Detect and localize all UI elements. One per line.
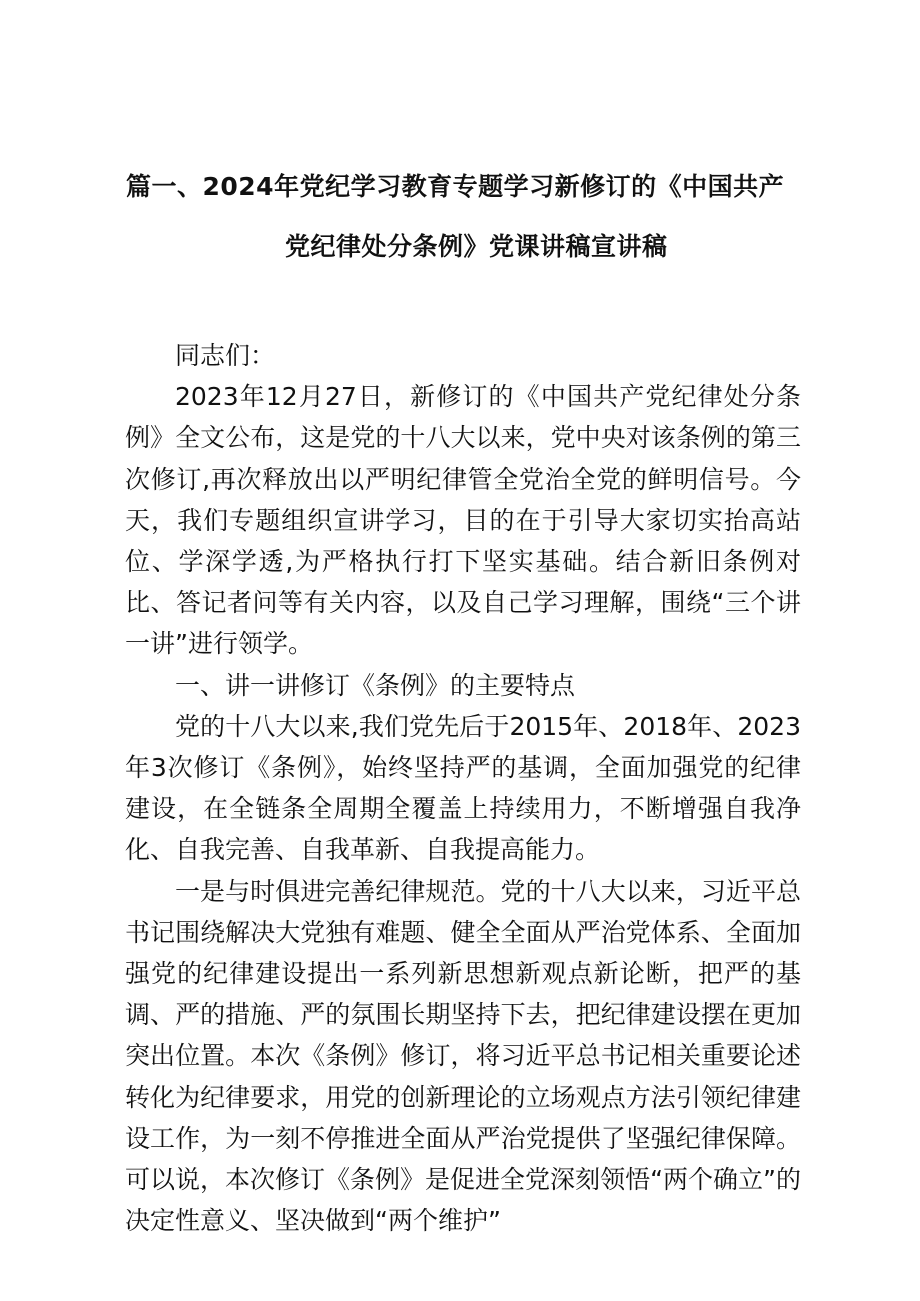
paragraph-revisions: 党的十八大以来,我们党先后于2015年、2018年、2023年3次修订《条例》，始终坚持严的基调，全面加强党的纪律建设，在全链条全周期全覆盖上持续用力，不断增强自我净化、自我完善、自我革新、自我提高能力。 [125, 711, 801, 865]
salutation: 同志们： [175, 341, 276, 370]
section-heading-1: 一、讲一讲修订《条例》的主要特点 [175, 670, 576, 700]
paragraph-intro: 2023年12月27日，新修订的《中国共产党纪律处分条例》全文公布，这是党的十八大以来，党中央对该条例的第三次修订,再次释放出以严明纪律管全党治全党的鲜明信号。今天，我们专题组织宣讲学习，目的在于引导大家切实抬高站位、学深学透,为严格执行打下坚实基础。结合新旧条例对比、答记者问等有关内容，以及自己学习理解，围绕“三个讲一讲”进行领学。 [125, 382, 801, 659]
document-title-line-2: 党纪律处分条例》党课讲稿宣讲稿 [285, 232, 668, 261]
paragraph-point-1: 一是与时俱进完善纪律规范。党的十八大以来，习近平总书记围绕解决大党独有难题、健全全面从严治党体系、全面加强党的纪律建设提出一系列新思想新观点新论断，把严的基调、严的措施、严的氛围长期坚持下去，把纪律建设摆在更加突出位置。本次《条例》修订，将习近平总书记相关重要论述转化为纪律要求，用党的创新理论的立场观点方法引领纪律建设工作，为一刻不停推进全面从严治党提供了坚强纪律保障。可以说，本次修订《条例》是促进全党深刻领悟“两个确立”的决定性意义、坚决做到“两个维护” [125, 876, 801, 1236]
document-title-line-1: 篇一、2024年党纪学习教育专题学习新修订的《中国共产 [126, 172, 785, 201]
document-body [125, 335, 801, 1241]
